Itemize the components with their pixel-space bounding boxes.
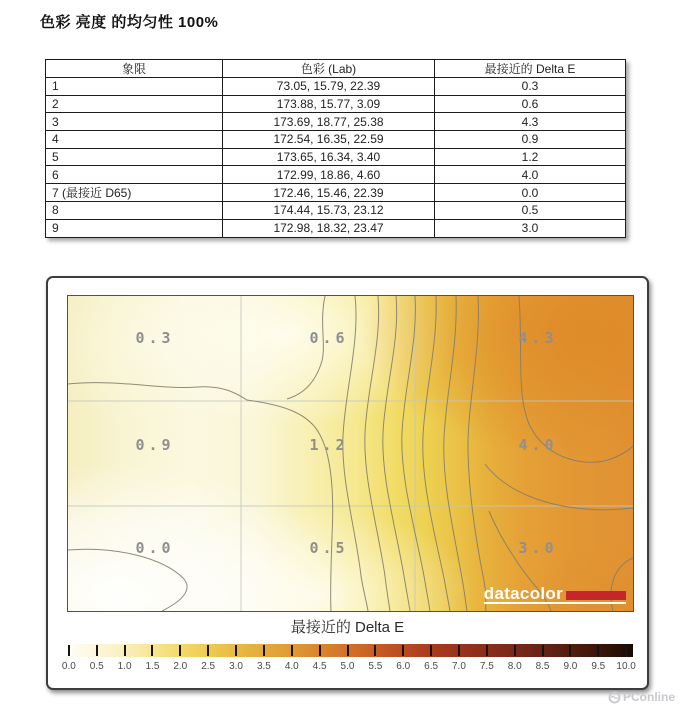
table-row bbox=[46, 95, 626, 113]
table-row bbox=[46, 78, 626, 96]
colorbar-tick-label: 7.5 bbox=[479, 661, 494, 672]
table-cell-delta_e: 0.6 bbox=[435, 95, 626, 113]
colorbar-tick-label: 2.0 bbox=[173, 661, 188, 672]
uniformity-table-body bbox=[46, 78, 626, 238]
datacolor-logo-red-bar bbox=[566, 591, 626, 600]
table-cell-lab: 172.46, 15.46, 22.39 bbox=[223, 184, 435, 202]
table-row bbox=[46, 113, 626, 131]
table-cell-lab: 173.65, 16.34, 3.40 bbox=[223, 148, 435, 166]
colorbar-tick-label: 6.0 bbox=[396, 661, 411, 672]
contour-cell-label: 3.0 bbox=[518, 539, 558, 557]
colorbar-tick-mark bbox=[430, 645, 432, 656]
colorbar-tick-label: 1.5 bbox=[145, 661, 160, 672]
colorbar-tick-mark bbox=[291, 645, 293, 656]
colorbar-tick-label: 0.5 bbox=[89, 661, 104, 672]
uniformity-table bbox=[45, 59, 626, 238]
colorbar-tick-label: 5.0 bbox=[340, 661, 355, 672]
colorbar-tick-mark bbox=[347, 645, 349, 656]
watermark bbox=[608, 690, 675, 704]
colorbar-tick-mark bbox=[179, 645, 181, 656]
colorbar-tick-mark bbox=[263, 645, 265, 656]
colorbar-tick-mark bbox=[402, 645, 404, 656]
table-cell-delta_e: 0.5 bbox=[435, 202, 626, 220]
table-cell-delta_e: 0.3 bbox=[435, 78, 626, 96]
contour-plot bbox=[67, 295, 634, 612]
table-row bbox=[46, 219, 626, 237]
colorbar-tick-mark bbox=[68, 645, 70, 656]
colorbar-tick-label: 1.0 bbox=[117, 661, 132, 672]
colorbar-tick-label: 5.5 bbox=[368, 661, 383, 672]
contour-plot-svg bbox=[68, 296, 633, 611]
table-row bbox=[46, 184, 626, 202]
colorbar-tick-label: 2.5 bbox=[201, 661, 216, 672]
colorbar-tick-label: 3.0 bbox=[229, 661, 243, 672]
colorbar-tick-mark bbox=[207, 645, 209, 656]
colorbar-tick-mark bbox=[597, 645, 599, 656]
table-cell-quadrant: 1 bbox=[46, 78, 223, 96]
column-header-lab: 色彩 (Lab) bbox=[223, 60, 435, 78]
table-row bbox=[46, 202, 626, 220]
colorbar-tick-mark bbox=[458, 645, 460, 656]
table-cell-lab: 172.99, 18.86, 4.60 bbox=[223, 166, 435, 184]
colorbar-tick-label: 9.0 bbox=[563, 661, 578, 672]
colorbar-tick-mark bbox=[514, 645, 516, 656]
colorbar-tick-mark bbox=[151, 645, 153, 656]
colorbar-ticks bbox=[62, 644, 633, 657]
table-cell-lab: 73.05, 15.79, 22.39 bbox=[223, 78, 435, 96]
table-cell-quadrant: 4 bbox=[46, 131, 223, 149]
table-cell-quadrant: 6 bbox=[46, 166, 223, 184]
table-cell-lab: 172.54, 16.35, 22.59 bbox=[223, 131, 435, 149]
contour-cell-label: 0.5 bbox=[309, 539, 349, 557]
datacolor-logo bbox=[483, 584, 626, 604]
colorbar-tick-label: 0.0 bbox=[61, 661, 76, 672]
table-cell-quadrant: 9 bbox=[46, 219, 223, 237]
table-cell-delta_e: 4.0 bbox=[435, 166, 626, 184]
colorbar-tick-label: 9.5 bbox=[591, 661, 606, 672]
colorbar-tick-label: 8.0 bbox=[507, 661, 522, 672]
table-cell-delta_e: 0.9 bbox=[435, 131, 626, 149]
colorbar-tick-labels bbox=[61, 661, 636, 673]
pconline-swirl-icon bbox=[608, 691, 621, 704]
contour-cell-label: 0.0 bbox=[135, 539, 175, 557]
contour-cell-label: 0.9 bbox=[135, 435, 175, 454]
contour-cell-label: 4.0 bbox=[518, 435, 558, 454]
table-cell-quadrant: 3 bbox=[46, 113, 223, 131]
table-cell-lab: 174.44, 15.73, 23.12 bbox=[223, 202, 435, 220]
table-cell-quadrant: 7 (最接近 D65) bbox=[46, 184, 223, 202]
colorbar-tick-label: 4.0 bbox=[284, 661, 299, 672]
colorbar-tick-mark bbox=[542, 645, 544, 656]
colorbar-caption: 最接近的 Delta E bbox=[290, 619, 405, 636]
page-title: 色彩 亮度 的均匀性 100% bbox=[40, 14, 219, 31]
table-cell-delta_e: 0.0 bbox=[435, 184, 626, 202]
contour-cell-label: 1.2 bbox=[309, 435, 349, 454]
table-cell-lab: 172.98, 18.32, 23.47 bbox=[223, 219, 435, 237]
table-row bbox=[46, 166, 626, 184]
table-header-row bbox=[46, 60, 626, 78]
column-header-quadrant: 象限 bbox=[46, 60, 223, 78]
table-cell-delta_e: 1.2 bbox=[435, 148, 626, 166]
contour-cell-label: 0.6 bbox=[309, 328, 349, 347]
watermark-text: PConline bbox=[623, 690, 676, 704]
colorbar-tick-mark bbox=[96, 645, 98, 656]
colorbar-tick-mark bbox=[569, 645, 571, 656]
colorbar-tick-mark bbox=[235, 645, 237, 656]
colorbar-tick-mark bbox=[625, 645, 627, 656]
colorbar-tick-label: 10.0 bbox=[616, 661, 636, 672]
colorbar-tick-label: 4.5 bbox=[312, 661, 327, 672]
colorbar-tick-label: 7.0 bbox=[452, 661, 466, 672]
colorbar-tick-label: 6.5 bbox=[424, 661, 439, 672]
table-cell-quadrant: 2 bbox=[46, 95, 223, 113]
contour-cell-label: 4.3 bbox=[518, 328, 558, 347]
table-row bbox=[46, 148, 626, 166]
column-header-delta-e: 最接近的 Delta E bbox=[435, 60, 626, 78]
colorbar-tick-mark bbox=[124, 645, 126, 656]
table-row bbox=[46, 131, 626, 149]
table-cell-delta_e: 3.0 bbox=[435, 219, 626, 237]
colorbar-tick-mark bbox=[486, 645, 488, 656]
datacolor-logo-text: datacolor bbox=[483, 584, 563, 603]
colorbar-tick-mark bbox=[374, 645, 376, 656]
uniformity-chart-panel bbox=[46, 276, 649, 690]
colorbar-tick-label: 3.5 bbox=[256, 661, 271, 672]
colorbar-tick-mark bbox=[319, 645, 321, 656]
table-cell-quadrant: 8 bbox=[46, 202, 223, 220]
contour-cell-label: 0.3 bbox=[135, 328, 175, 347]
table-cell-delta_e: 4.3 bbox=[435, 113, 626, 131]
colorbar-tick-label: 8.5 bbox=[535, 661, 550, 672]
table-cell-quadrant: 5 bbox=[46, 148, 223, 166]
table-cell-lab: 173.69, 18.77, 25.38 bbox=[223, 113, 435, 131]
table-cell-lab: 173.88, 15.77, 3.09 bbox=[223, 95, 435, 113]
